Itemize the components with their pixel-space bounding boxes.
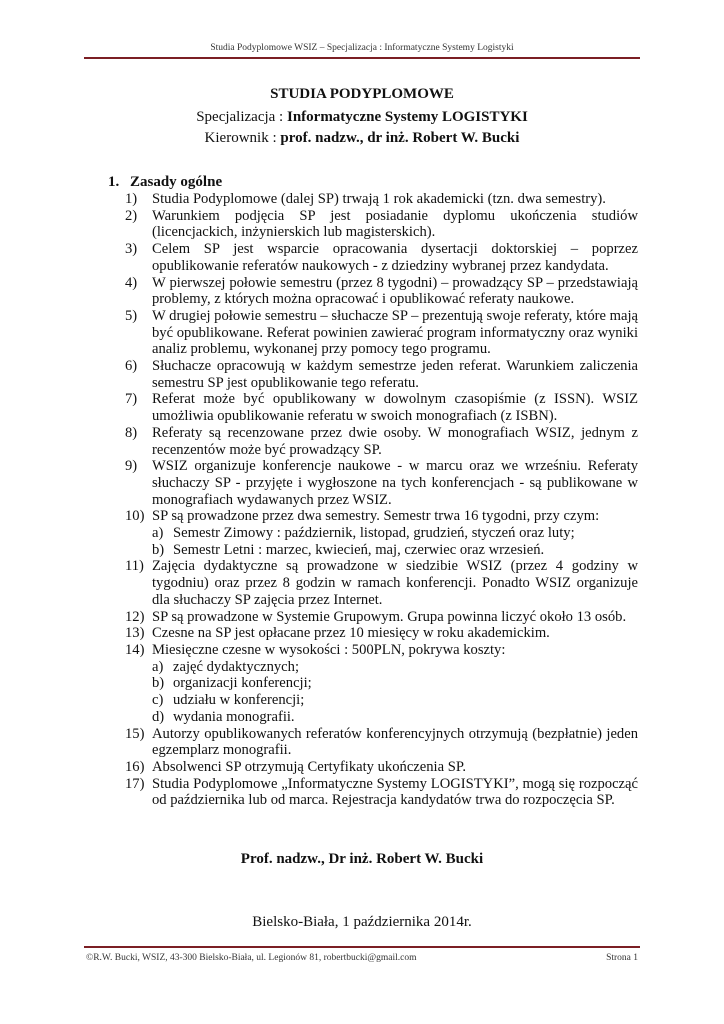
item-number: 11) xyxy=(125,558,144,575)
sub-item-letter: a) xyxy=(152,525,164,542)
list-item xyxy=(125,642,638,659)
sub-item-text: Semestr Zimowy : październik, listopad, grudzień, styczeń oraz luty; xyxy=(173,525,575,542)
list-item xyxy=(125,726,638,759)
list-item xyxy=(125,759,638,776)
list-item xyxy=(125,191,638,208)
section-number: 1. xyxy=(108,174,120,190)
footer-contact: ©R.W. Bucki, WSIZ, 43-300 Bielsko-Biała, ul. Legionów 81, robertbucki@gmail.com xyxy=(86,953,417,963)
list-item xyxy=(125,275,638,308)
item-text: WSIZ organizuje konferencje naukowe - w marcu oraz we wrześniu. Referaty słuchaczy SP - przyjęte i wygłoszone na tych konferencjach - są publikowane w monografiach wydawanych przez WSIZ. xyxy=(152,458,638,508)
list-item xyxy=(125,558,638,608)
running-header: Studia Podyplomowe WSIZ – Specjalizacja : Informatyczne Systemy Logistyki xyxy=(210,43,514,53)
item-number: 17) xyxy=(125,775,145,792)
sub-item-letter: c) xyxy=(152,692,164,709)
item-number: 15) xyxy=(125,725,145,742)
sub-item-text: zajęć dydaktycznych; xyxy=(173,658,300,675)
item-text: Referat może być opublikowany w dowolnym czasopiśmie (z ISSN). WSIZ umożliwia opublikowanie referatu w swoich monografiach (z ISBN). xyxy=(152,391,638,425)
list-item xyxy=(125,425,638,458)
sub-item-letter: b) xyxy=(152,675,165,692)
item-text: W drugiej połowie semestru – słuchacze SP – prezentują swoje referaty, które mają być opublikowane. Referat powinien zawierać program informatyczny oraz wyniki analiz problemu, wykonanej przy pomocy tego programu. xyxy=(152,307,638,358)
item-text: Warunkiem podjęcia SP jest posiadanie dyplomu ukończenia studiów (licencjackich, inżynierskich lub magisterskich). xyxy=(152,207,638,241)
sub-list-item xyxy=(125,659,638,676)
list-item xyxy=(125,208,638,241)
section-title: Zasady ogólne xyxy=(130,174,223,190)
document-title: STUDIA PODYPLOMOWE xyxy=(270,86,454,102)
sub-list-item xyxy=(125,709,638,726)
sub-item-letter: a) xyxy=(152,658,164,675)
sub-item-text: udziału w konferencji; xyxy=(173,692,305,709)
item-number: 6) xyxy=(125,358,138,375)
item-text: Słuchacze opracowują w każdym semestrze jeden referat. Warunkiem zaliczenia semestru SP jest opublikowanie tego referatu. xyxy=(152,358,638,391)
item-text: Miesięczne czesne w wysokości : 500PLN, pokrywa koszty: xyxy=(152,641,506,658)
item-text: Czesne na SP jest opłacane przez 10 miesięcy w roku akademickim. xyxy=(152,625,550,642)
item-number: 7) xyxy=(125,391,138,408)
item-text: Zajęcia dydaktyczne są prowadzone w siedzibie WSIZ (przez 4 godziny w tygodniu) oraz przez 8 godzin w ramach konferencji. Ponadto WSIZ organizuje dla słuchaczy SP zajęcia przez Internet. xyxy=(152,558,638,608)
item-number: 12) xyxy=(125,608,145,625)
item-text: Referaty są recenzowane przez dwie osoby. W monografiach WSIZ, jednym z recenzentów może być prowadzący SP. xyxy=(152,424,638,458)
item-text: Celem SP jest wsparcie opracowania dysertacji doktorskiej – poprzez opublikowanie referatów naukowych - z dziedziny wybranej przez kandydata. xyxy=(152,241,638,274)
director-line xyxy=(0,129,724,147)
director-value: prof. nadzw., dr inż. Robert W. Bucki xyxy=(280,130,520,146)
place-date: Bielsko-Biała, 1 października 2014r. xyxy=(252,914,472,930)
item-number: 9) xyxy=(125,458,138,475)
list-item xyxy=(125,458,638,508)
item-number: 5) xyxy=(125,307,138,324)
item-number: 13) xyxy=(125,625,145,642)
section-heading xyxy=(108,174,222,191)
rules-list xyxy=(125,191,638,809)
director-label: Kierownik : xyxy=(204,130,281,146)
item-number: 2) xyxy=(125,207,138,224)
item-number: 4) xyxy=(125,274,138,291)
specialization-label: Specjalizacja : xyxy=(196,109,287,125)
sub-item-letter: b) xyxy=(152,541,165,558)
item-number: 1) xyxy=(125,191,138,207)
list-item xyxy=(125,308,638,358)
item-number: 16) xyxy=(125,758,145,775)
item-text: W pierwszej połowie semestru (przez 8 tygodni) – prowadzący SP – przedstawiają problemy, z których można opracować i opublikować referaty naukowe. xyxy=(152,274,638,308)
sub-item-text: organizacji konferencji; xyxy=(173,675,312,692)
signature: Prof. nadzw., Dr inż. Robert W. Bucki xyxy=(240,851,484,867)
list-item xyxy=(125,609,638,626)
specialization-value: Informatyczne Systemy LOGISTYKI xyxy=(286,109,528,125)
item-text: Studia Podyplomowe (dalej SP) trwają 1 rok akademicki (tzn. dwa semestry). xyxy=(152,191,606,207)
item-text: Absolwenci SP otrzymują Certyfikaty ukończenia SP. xyxy=(152,758,466,775)
sub-list-item xyxy=(125,692,638,709)
list-item xyxy=(125,625,638,642)
item-number: 3) xyxy=(125,241,138,258)
sub-item-text: wydania monografii. xyxy=(173,708,295,725)
item-text: Autorzy opublikowanych referatów konferencyjnych otrzymują (bezpłatnie) jeden egzemplarz monografii. xyxy=(152,725,638,759)
list-item xyxy=(125,358,638,391)
item-number: 14) xyxy=(125,641,145,658)
sub-list-item xyxy=(125,542,638,559)
item-text: Studia Podyplomowe „Informatyczne Systemy LOGISTYKI”, mogą się rozpocząć od października lub od marca. Rejestracja kandydatów trwa do rozpoczęcia SP. xyxy=(152,775,638,809)
item-text: SP są prowadzone przez dwa semestry. Semestr trwa 16 tygodni, przy czym: xyxy=(152,508,600,525)
specialization-line xyxy=(0,108,724,126)
list-item xyxy=(125,508,638,525)
header-rule xyxy=(84,57,640,59)
footer-rule xyxy=(84,946,640,948)
sub-item-text: Semestr Letni : marzec, kwiecień, maj, czerwiec oraz wrzesień. xyxy=(173,541,545,558)
sub-item-letter: d) xyxy=(152,708,165,725)
page-number: Strona 1 xyxy=(606,953,638,963)
item-text: SP są prowadzone w Systemie Grupowym. Grupa powinna liczyć około 13 osób. xyxy=(152,608,627,625)
sub-list-item xyxy=(125,525,638,542)
item-number: 8) xyxy=(125,424,138,441)
sub-list-item xyxy=(125,675,638,692)
list-item xyxy=(125,241,638,274)
list-item xyxy=(125,391,638,424)
item-number: 10) xyxy=(125,508,145,525)
list-item xyxy=(125,776,638,809)
